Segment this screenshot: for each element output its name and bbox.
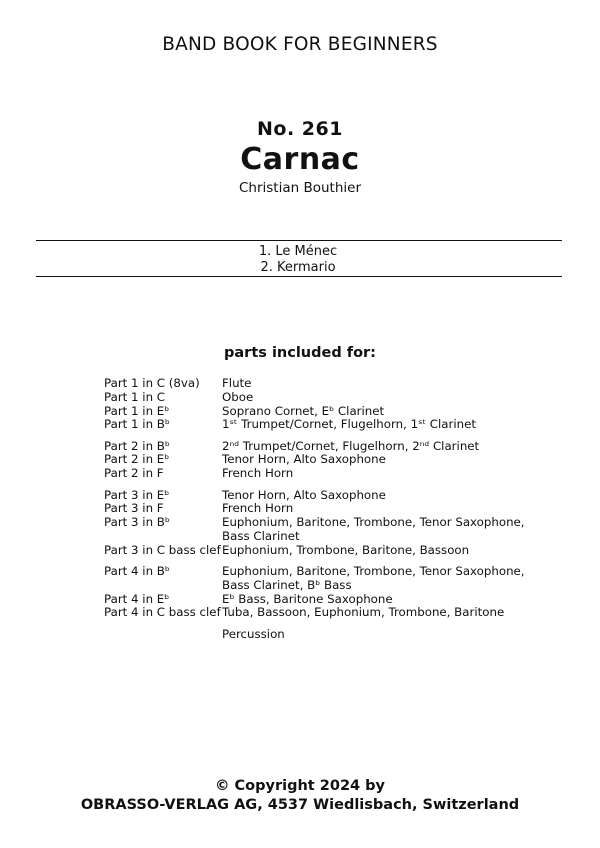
part-label: Part 3 in Bᵇ (104, 515, 170, 530)
percussion-part: Percussion (222, 626, 285, 641)
instrument-list: 2ⁿᵈ Trumpet/Cornet, Flugelhorn, 2ⁿᵈ Clarinet (222, 438, 480, 453)
movement-list (0, 244, 600, 276)
instrument-list: Oboe (222, 389, 254, 404)
part-label: Part 1 in C (104, 389, 166, 404)
part-label: Part 2 in Bᵇ (104, 438, 170, 453)
part-label: Part 3 in Eᵇ (104, 487, 170, 502)
part-row (104, 440, 574, 454)
instrument-list: 1ˢᵗ Trumpet/Cornet, Flugelhorn, 1ˢᵗ Clarinet (222, 417, 476, 432)
part-row (104, 606, 574, 620)
part-label: Part 4 in Eᵇ (104, 591, 170, 606)
copyright-notice: © Copyright 2024 by (214, 778, 386, 794)
part-row (104, 377, 574, 391)
instrument-list: Euphonium, Trombone, Baritone, Bassoon (222, 542, 470, 557)
top-rule (36, 240, 562, 241)
part-row (104, 489, 574, 503)
movement-item: 2. Kermario (260, 260, 336, 275)
series-title: BAND BOOK FOR BEGINNERS (162, 34, 438, 55)
instrument-list: Flute (222, 376, 252, 390)
instrument-list: Euphonium, Baritone, Trombone, Tenor Saxophone, Bass Clarinet (222, 515, 525, 543)
piece-title: Carnac (240, 142, 360, 177)
part-row (104, 502, 574, 516)
part-label: Part 4 in Bᵇ (104, 564, 170, 579)
part-row (104, 516, 574, 544)
part-label: Part 2 in Eᵇ (104, 452, 170, 467)
bottom-rule (36, 276, 562, 277)
instrument-list: Euphonium, Baritone, Trombone, Tenor Saxophone, Bass Clarinet, Bᵇ Bass (222, 564, 525, 592)
part-row (104, 391, 574, 405)
part-label: Part 1 in Eᵇ (104, 403, 170, 418)
piece-number: No. 261 (257, 118, 343, 140)
part-label: Part 1 in C (8va) (104, 376, 200, 390)
composer-name: Christian Bouthier (238, 180, 361, 196)
part-group-2 (104, 440, 574, 481)
instrument-list: Soprano Cornet, Eᵇ Clarinet (222, 403, 385, 418)
instrument-list: Eᵇ Bass, Baritone Saxophone (222, 591, 393, 606)
part-row (104, 467, 574, 481)
publisher-address: OBRASSO-VERLAG AG, 4537 Wiedlisbach, Switzerland (80, 797, 520, 813)
instrument-list: French Horn (222, 466, 294, 481)
part-group-1 (104, 377, 574, 432)
instrument-list: Tenor Horn, Alto Saxophone (222, 487, 386, 502)
instrument-list: French Horn (222, 501, 294, 516)
part-label: Part 1 in Bᵇ (104, 417, 170, 432)
instrument-list: Tenor Horn, Alto Saxophone (222, 452, 386, 467)
part-row (104, 593, 574, 607)
part-row (104, 418, 574, 432)
movement-item: 1. Le Ménec (258, 244, 338, 259)
part-row (104, 565, 574, 593)
part-row (104, 453, 574, 467)
part-label: Part 2 in F (104, 466, 164, 481)
parts-heading: parts included for: (224, 345, 376, 361)
part-group-3 (104, 489, 574, 558)
part-label: Part 3 in C bass clef (104, 542, 221, 557)
part-group-4 (104, 565, 574, 620)
part-row (104, 405, 574, 419)
parts-list (104, 377, 574, 642)
instrument-list: Tuba, Bassoon, Euphonium, Trombone, Baritone (222, 605, 505, 620)
part-label: Part 4 in C bass clef (104, 605, 221, 620)
part-row (104, 544, 574, 558)
part-label: Part 3 in F (104, 501, 164, 516)
